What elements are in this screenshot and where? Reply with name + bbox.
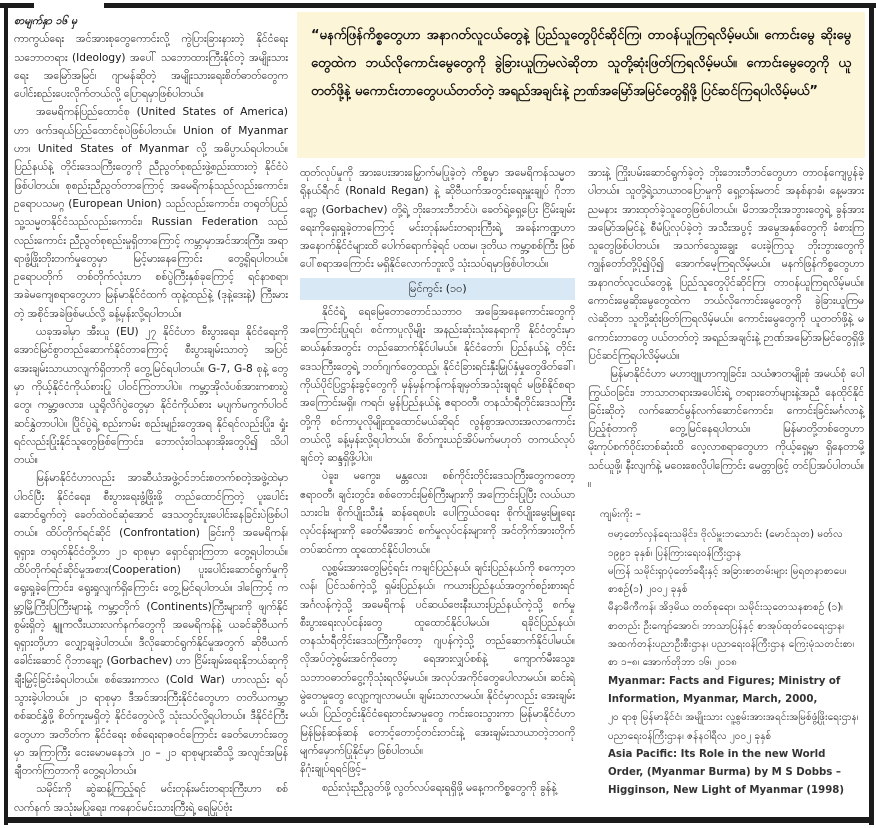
paragraph: လူ့စွမ်းအားတွေမြင့်ရင်း ကချင်ပြည်နယ်၊ ချင်းပြည်နယ်ကို စကော့တလန်၊ ပြင်သစ်ကဲ့သို့ ရှမ်းပြည်နယ်၊ ကယားပြည်နယ်အတွက်စဉ်းစားရင် အင်္ဂလန်ကဲ့သို့ အမေရိကန် ပင်ဆယ်ဗေးနီးယားပြည်နယ်ကဲ့သို့ စက်မှုစီးပွားရေးလုပ်ငန်းတွေ ထူထောင်နိုင်ပါမယ်။ ရခိုင်ပြည်နယ်၊ တနင်္သာရီတိုင်းဒေသကြီးကိုတော့ ဂျပန်ကဲ့သို့ တည်ဆောက်နိုင်ပါမယ်။ လိုအပ်တဲ့စွမ်းအင်ကိုတော့ ရေအားလျှပ်စစ်နဲ့ ကျောက်မီးသွေး၊ သဘာဝဓာတ်ငွေ့ကိုသုံးရလိမ့်မယ်။ အလုပ်အကိုင်တွေပေါလာမယ်။ ဆင်းရဲမွဲတေမှုတွေ လျော့ကျလာမယ်။ ချမ်းသာလာမယ်။ နိုင်ငံမှာလည်း အေးချမ်းမယ်၊ ပြည်တွင်းနိုင်ငံရေးတင်းမာမှုတွေ ကင်းဝေးသွားကာ မြန်မာနိုင်ငံဟာ မြန်မြန်ဆန်ဆန် တောင့်တောင့်တင်းတင်းနဲ့ အေးချမ်းသာယာတဲ့ဘဝကို မျက်မှောက်ပြုနိုင်မှာ ဖြစ်ပါတယ်။: [300, 561, 575, 757]
paragraph: နိုင်ငံရဲ့ ရေမြေတောတောင်သဘာဝ အခြေအနေကောင်းတွေကို အကြောင်းပြုရင်၊ စင်ကာပူလိုမျိုး အနည်းဆုံးသုံးနေရာကို နိုင်ငံတွင်းမှာ ဆယ်နှစ်အတွင်း တည်ဆောက်နိုင်ပါမယ်။ နိုင်ငံတော်၊ ပြည်နယ်နဲ့ တိုင်းဒေသကြီးတွေရဲ့ ဘတ်ဂျက်တွေထည့်၊ နိုင်ငံခြားရင်းနှီးမြှုပ်နှံမှုတွေဖိတ်ခေါ်၊ ကိုယ်ပိုင်ပြဋ္ဌာန်းခွင့်တွေကို မှန်မှန်ကန်ကန်ချမှတ်အသုံးချရင် မဖြစ်နိုင်စရာအကြောင်းမရှိ။ ကရင်၊ မွန်ပြည်နယ်နဲ့ ဧရာဝတီ၊ တနင်္သာရီတိုင်းဒေသကြီးတို့ကို စင်ကာပူလိုမျိုးထူထောင်မယ်ဆိုရင် လွန်စွာအလားအလာကောင်းတယ်လို့ ခန့်မှန်းလို့ရပါတယ်။ စိတ်ကူးယဉ်အိပ်မက်မဟုတ် တကယ်လုပ်ချင်တဲ့ ဆန္ဒရှိဖို့ပါပဲ။: [300, 305, 575, 465]
paragraph: အားနဲ့ ကြိုးပမ်းဆောင်ရွက်ခဲ့တဲ့ ဘိုးဘေးဘီဘင်တွေဟာ တာဝန်ကျေပွန်ခဲ့ပါတယ်။ သူတို့ရဲ့သာယာဝပြောမှုကို ရှေ့တန်းမတင် အနစ်နာခံ၊ နေ့မအားညမနား အားထုတ်ခဲ့သူတွေဖြစ်ပါတယ်။ မိဘအဘိုးအဘွားတွေရဲ့ ခွန်အားအမြော်အမြင်နဲ့ စီမံပြုလုပ်ခဲ့တဲ့ အသီးအပွင့် အမွေအနှစ်တွေကို ခံစားကြသူတွေဖြစ်ပါတယ်။ အသက်သွေးချွေး ပေးခဲ့ကြသူ ဘိုးဘွားတွေကို ကျွန်တော်တို့ပို၍ပို၍ အောက်မေ့ကြရလိမ့်မယ်။ မနက်ဖြန်ကိစ္စတွေဟာ အနာဂတ်လူငယ်တွေနဲ့ ပြည်သူတွေပိုင်ဆိုင်ကြ၊ တာဝန်ယူကြရလိမ့်မယ်။ ကောင်းမွေဆိုးမွေတွေထဲက ဘယ်လိုကောင်းမွေတွေကို ခွဲခြားယူကြမလဲဆိုတာ သူတို့ဆုံးဖြတ်ကြရလိမ့်မယ်။ ကောင်းမွေတွေကို ယူတတ်ဖို့နဲ့ မကောင်းတာတွေ ပယ်တတ်တဲ့ အရည်အချင်းနဲ့ ဉာဏ်အမြော်အမြင်တွေရှိဖို့ ပြင်ဆင်ကြရပါလိမ့်မယ်။: [588, 167, 864, 362]
paragraph: မြန်မာနိုင်ငံဟာ မဟာဗျူဟာကျခြင်း၊ သယံဇာတမျိုးစုံ အမယ်စုံ ပေါကြွယ်ဝခြင်း၊ ဘာသာတရားအပေါင်းရဲ့ တရားတော်များနဲ့အညီ နေထိုင်နိုင်ခြင်းဆိုတဲ့ လက်ဆောင်မွန်လက်ဆောင်ကောင်း၊ ကောင်းခြင်းမင်္ဂလာနဲ့ ပြည့်စုံတာကို တွေ့မြင်နေရပါတယ်။ မြန်မာတို့တစ်တွေဟာ မိုးကုပ်စက်ဝိုင်းတစ်ဆုံးထိ လေ့လာစရာတွေဟာ ကိုယ့်ရှေ့မှာ ရှိနေတာမို့ သင်ယူဖို့၊ နီးလျက်နဲ့ မဝေးစေလိုပါကြောင်း မေတ္တာဖြင့် တင်ပြအပ်ပါတယ်။ ။: [588, 368, 864, 491]
conclusion-label: နိဂုံးချုပ်ရရင်ဖြင့်–: [300, 763, 367, 776]
left-column: [14, 12, 288, 817]
paragraph: သမိုင်းကို ဆွဲဆန့်ကြည့်ရင် မင်းတုန်းမင်းတရားကြီးဟာ စစ်လက်နက် အသုံးမပြုရေး၊ ကနောင်မင်းသားကြီးရဲ့ ရေမြုပ်ဗုံး: [14, 783, 288, 814]
reference-item: မကြန် သမိုင်းရှာပုံတော်ခရီးနှင့် အခြားစာတမ်းများ မြရတနာစာပေ၊ စာစဉ်(၁) ၂၀၀၂ ခုနှစ်: [608, 565, 847, 596]
reference-item: Asia Pacific: Its Role in the new World Order, (Myanmar Burma) by M S Dobbs – Higginson, New Light of Myanmar (1998): [608, 748, 845, 797]
paragraph: ထုတ်လုပ်မှုကို အားပေးအားမြှောက်မပြုခဲ့တဲ့ ကိစ္စမှာ အမေရိကန်သမ္မတ ရိုနယ်ရီဂင် (Ronald Regan) နဲ့ ဆိုဗီယက်အတွင်းရေးမှူးချုပ် ဂိုဘာချော့ (Gorbachev) တို့ရဲ့ ဘိုးဘေးဘီဘင်ပဲ၊ ခေတ်ရဲ့ရှေ့ပြေး ငြိမ်းချမ်းရေးကိုရှေးရှုခဲ့တာကြောင့် မင်းတုန်းမင်းတရားကြီးရဲ့ အခန်းကဏ္ဍဟာ အနောက်နိုင်ငံများထိ ပေါက်ရောက်ခဲ့ရင် ပထမ၊ ဒုတိယ ကမ္ဘာ့စစ်ကြီး ဖြစ်ပေါ်စရာအကြောင်း မရှိနိုင်လောက်ဘူးလို့ သုံးသပ်ရမှာဖြစ်ပါတယ်။: [300, 167, 575, 271]
paragraph: ပဲခူး၊ မကွေး၊ မန္တလေး၊ စစ်ကိုင်းတိုင်းဒေသကြီးတွေကတော့ ဧရာဝတီ၊ ချင်းတွင်း၊ စစ်တောင်းမြစ်ကြီးများကို အကြောင်းပြုပြီး လယ်ယာသားငါး၊ စိုက်ပျိုးသီးနှံ ဆန်ရေစပါး ပေါကြွယ်ဝရေး စိုက်ပျိုးမွေးမြူရေးလုပ်ငန်းများကို ခေတ်မီအောင် စက်မှုလုပ်ငန်းများကို အင်တိုက်အားတိုက် တပ်ဆင်ကာ ထူထောင်နိုင်ပါတယ်။: [300, 470, 575, 556]
section-heading: မြင်ကွင်း (၁၀): [300, 278, 575, 300]
frame-right: [869, 3, 874, 825]
right-column: [588, 164, 864, 493]
paragraph: စည်းလုံးညီညွတ်ဖို့ လွတ်လပ်ရေးရရှိဖို့ မနေ့ကကိစ္စတွေကို ခွန်နဲ့: [322, 781, 557, 794]
paragraph: ကာကွယ်ရေး အင်အားစုတွေကောင်းလို့ ကွဲပြားခြားနားတဲ့ နိုင်ငံရေးသဘောတရား (Ideology) အပေါ် သဘောထားကြီးနိုင်တဲ့ အမျိုးသားရေး အမြော်အမြင်၊ ဂျာမန်ဆိုတဲ့ အမျိုးသားရေးစိတ်ဓာတ်တွေက ပေါင်းစည်းပေးလိုက်တယ်လို့ ပြောရမှာဖြစ်ပါတယ်။: [14, 33, 288, 101]
references: [588, 506, 864, 801]
paragraph: ယခုအခါမှာ အီးယူ (EU) ၂၇ နိုင်ငံဟာ စီးပွားရေး၊ နိုင်ငံရေးကို အောင်မြင်စွာတည်ဆောက်နိုင်တာကြောင့် စီးပွားချမ်းသာတဲ့ အပြင် အေးချမ်းသာယာလျက်ရှိတာကို တွေ့မြင်ရပါတယ်။ G-7, G-8 စုနဲ့ တွေမှာ ကိုယ့်နိုင်ငံကိုယ်စားပြု ပါဝင်ကြတာပါပဲ။ ကမ္ဘာ့အိုလံပစ်အားကစားပွဲတွေ၊ ကမ္ဘာ့ဖလား၊ ယူရိုလိဂ်ပွဲတွေမှာ နိုင်ငံကိုယ်စား မပျက်မကွက်ပါဝင်ဆင်နွှဲတာပါပဲ။ ပြိုင်ပွဲရဲ့ စည်းကမ်း စည်းမျဉ်းတွေအရ နိုင်ရင်လည်းပြုံး၊ ရှုံးရင်လည်းပြုံးနိုင်သူတွေဖြစ်ကြောင်း၊ ဘောလုံးဝါသနာအိုးတွေပို၍ သိပါတယ်။: [14, 326, 288, 467]
reference-item: ဗမာ့တော်လှန်ရေးသမိုင်း၊ ဗိုလ်မှူးဘသောင်း (မောင်သုတ) မတ်လ ၁၉၉၁ ခုနှစ်၊ ပြန်ကြားရေးဝန်ကြီးဌာန: [608, 529, 843, 559]
continuation-label: စာမျက်နှာ ၁၆ မှ: [14, 15, 78, 27]
paragraph: အမေရိကန်ပြည်ထောင်စု (United States of America) ဟာ ဖက်ဒရယ်ပြည်ထောင်စုပဲဖြစ်ပါတယ်။ Union of Myanmar ဟာ၊ United States of Myanmar လို့ အဓိပ္ပာယ်ရပါတယ်။ ပြည်နယ်နဲ့ တိုင်းဒေသကြီးတွေကို ညီညွတ်စုစည်းဖွဲ့စည်းထားတဲ့ နိုင်ငံပဲဖြစ်ပါတယ်။ စုစည်းညီညွတ်တာကြောင့် အမေရိကန်သည်လည်းကောင်း၊ ဥရောပသမဂ္ဂ (European Union) သည်လည်းကောင်း၊ တရုတ်ပြည်သူ့သမ္မတနိုင်ငံသည်လည်းကောင်း၊ Russian Federation သည်လည်းကောင်း ညီညွတ်စုစည်းမှုရှိတာကြောင့် ကမ္ဘာမှာအင်အားကြီး၊ အရာရာဖွံ့ဖြိုးတိုးတက်မှုတွေမှာ မြင့်မားနေကြောင်း တွေ့ရှိရပါတယ်။ ဥရောပတိုက် တစ်တိုက်လုံးဟာ စစ်ပွဲကြီးနှစ်ခုကြောင့် ရင်နာစရာ၊ အခဲမကျေစရာတွေဟာ မြန်မာနိုင်ငံထက် ထုနဲ့ထည်နဲ့ (ဒုနဲ့ဒေးနဲ့) ကြီးမားတဲ့ အစိုင်အခဲဖြစ်မယ်လို့ ခန့်မှန်းလို့ရပါတယ်။: [14, 106, 288, 320]
reference-item: မီနာမီကီကန်၊ အိဒ့မိယ တတ်စုရော၊ သမိုင်းသုတေသနစာစဉ် (၁)၊ စာတည်း ဦးကျော်အောင်၊ ဘာသာပြန်နှင့် စာအုပ်ထုတ်ဝေရေးဌာန၊ အထက်တန်းပညာဦးစီးဌာန၊ ပညာရေးဝန်ကြီးဌာန ကြေးမုံသတင်းစာ၊ စာ ၁–၈၊ အောက်တိုဘာ ၁၆၊ ၂၀၁၈: [608, 602, 855, 669]
pull-quote: “မနက်ဖြန်ကိစ္စတွေဟာ အနာဂတ်လူငယ်တွေနဲ့ ပြည်သူတွေပိုင်ဆိုင်ကြ၊ တာဝန်ယူကြရလိမ့်မယ်။ ကောင်းမွေ ဆိုးမွေတွေထဲက ဘယ်လိုကောင်းမွေတွေကို ခွဲခြားယူကြမလဲဆိုတာ သူတို့ဆုံးဖြတ်ကြရလိမ့်မယ်။ ကောင်းမွေတွေကို ယူတတ်ဖို့နဲ့ မကောင်းတာတွေပယ်တတ်တဲ့ အရည်အချင်းနဲ့ ဉာဏ်အမြော်အမြင်တွေရှိဖို့ ပြင်ဆင်ကြရပါလိမ့်မယ်”: [297, 12, 865, 158]
frame-top-right: [104, 3, 876, 8]
frame-left: [4, 3, 8, 825]
middle-column: [300, 164, 575, 797]
paragraph: မြန်မာနိုင်ငံဟာလည်း အာဆီယံအဖွဲ့ဝင်ဘင်းစတက်စတဲ့အဖွဲ့ထဲမှာပါဝင်ပြီး နိုင်ငံရေး၊ စီးပွားရေးဖွံ့ဖြိုးဖို့ တည်ထောင်ကြတဲ့ ပူးပေါင်း ဆောင်ရွက်တဲ့ ခေတ်ထဲဝင်ဆုံအောင် ဒေသတွင်းပူးပေါင်းနေခြင်းပဲဖြစ်ပါတယ်။ ထိပ်တိုက်ရင်ဆိုင် (Confrontation) ခြင်းကို အမေရိကန်၊ ရုရှား၊ တရုတ်နိုင်ငံတို့ဟာ ၂၁ ရာစုမှာ ရှောင်ရှားကြတာ တွေ့ရပါတယ်။ ထိပ်တိုက်ရင်ဆိုင်မှုအစား(Cooperation) ပူးပေါင်းဆောင်ရွက်မှုကို ရွေးရှုခဲ့ကြောင်း၊ ရွေးရှုလျက်ရှိကြောင်း တွေ့မြင်ရပါတယ်။ ဒါကြောင့် ကမ္ဘာ့မြို့ကြီးပြကြီးများနဲ့ ကမ္ဘာ့တိုက် (Continents)ကြီးများကို ဖျက်နိုင်စွမ်းရှိတဲ့ နျူကလီးယားလက်နက်တွေကို အမေရိကန်နဲ့ ယခင်ဆိုဗီယက်ရုရှားတို့ဟာ လျှော့ချခဲ့ပါတယ်။ ဒီလိုဆောင်ရွက်နိုင်မှုအတွက် ဆိုဗီယက်ခေါင်းဆောင် ဂိုဘာချော့ (Gorbachev) ဟာ ငြိမ်းချမ်းရေးနိုဘယ်ဆုကို ချီးမြှင့်ခြင်းခံရပါတယ်။ စစ်အေးကာလ (Cold War) ဟာလည်း ရပ်သွားခဲ့ပါတယ်။ ၂၁ ရာစုမှာ ဒီအင်အားကြီးနိုင်ငံတွေဟာ တတိယကမ္ဘာစစ်ဆင်နွှဲဖို့ စိတ်ကူးမရှိတဲ့ နိုင်ငံတွေပဲလို့ သုံးသပ်လို့ရပါတယ်။ ဒီနိုင်ငံကြီးတွေဟာ အတိတ်က နိုင်ငံရေး စစ်ရေးရာဇဝင်ကြောင်း ခေတ်ဟောင်းတွေမှာ အကြာကြီး ငေးမောမနေဘဲ၊ ၂၀ – ၂၁ ရာစုများဆီသို့ အလျင်အမြန် ချီတက်ကြတာကို တွေ့ရပါတယ်။: [14, 472, 288, 778]
reference-item: ၂၀ ရာစု မြန်မာနိုင်ငံ၊ အမျိုးသား လူ့စွမ်းအားအရင်းအမြစ်ဖွံ့ဖြိုးရေးဌာန၊ ပညာရေးဝန်ကြီးဌာန၊ ဇန်နဝါရီလ ၂၀၀၂ ခုနှစ်: [608, 712, 859, 742]
frame-bottom: [4, 817, 874, 823]
reference-item: Myanmar: Facts and Figures; Ministry of Information, Myanmar, March, 2000,: [608, 675, 841, 705]
references-title: ကျမ်းကိုး –: [600, 509, 641, 520]
